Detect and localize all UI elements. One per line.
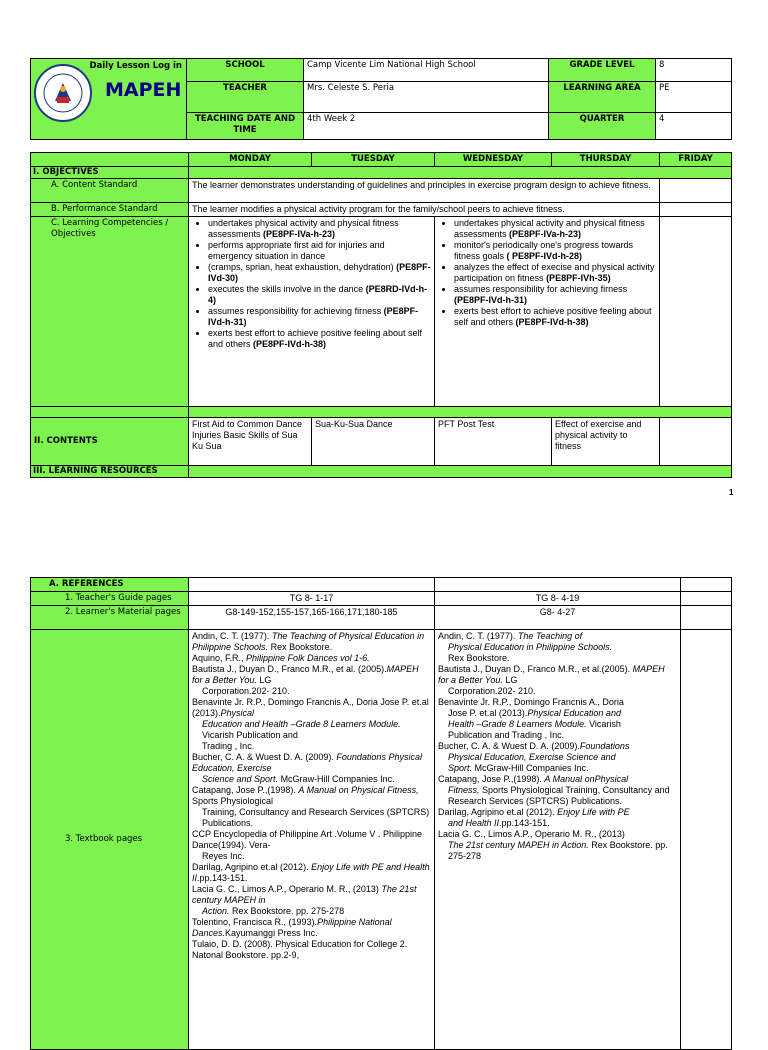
right-competency-item — [454, 218, 656, 240]
day-tuesday: TUESDAY — [312, 153, 435, 167]
competency-text: undertakes physical activity and physical fitness assessments — [208, 218, 399, 239]
tb-label: 3. Textbook pages — [31, 630, 189, 1050]
competency-code: (PE8PF-IVd-h-38) — [515, 317, 589, 327]
competency-text: exerts best effort to achieve positive feeling about self and others — [208, 328, 422, 349]
day-thursday: THURSDAY — [552, 153, 660, 167]
day-friday: FRIDAY — [660, 153, 732, 167]
competency-text: executes the skills involve in the dance — [208, 284, 366, 294]
right-competency-item — [454, 240, 656, 262]
objectives-heading: I. OBJECTIVES — [31, 167, 189, 179]
competency-code: (PE8PF-IVd-h-31) — [208, 306, 419, 327]
right-competency-item — [454, 262, 656, 284]
competency-text: performs appropriate first aid for injuries and emergency situation in dance — [208, 240, 385, 261]
references-heading: A. REFERENCES — [31, 578, 189, 592]
textbook-refs-left: Andin, C. T. (1977). The Teaching of Physical Education in Philippine Schools. Rex Bookstore. Aquino, F.R., Philippine Folk Dances vol 1-6. Bautista J., Duyan D., Franco M.R., et al. (2005).MAPEH for a Better You. LG Corporation.202- 210. Benavinte Jr. R.P., Domingo Francnis A., Doria Jose P. et.al (2013).Physical Education and Health –Grade 8 Learners Module. Vicarish Publication and Trading , Inc. Bucher, C. A. & Wuest D. A. (2009). Foundations Physical Education, Exercise Science and Sport. McGraw-Hill Companies Inc. Catapang, Jose P.,(1998). A Manual on Physical Fitness, Sports Physiological Training, Consultancy and Research Services (SPTCRS) Publications. CCP Encyclopedia of Philippine Art .Volume V . Philippine Dance(1994). Vera- Reyes Inc. Darilag, Agripino et.al (2012). Enjoy Life with PE and Health II.pp.143-151. Lacia G. C., Limos A.P., Operario M. R., (2013) The 21st century MAPEH in Action. Rex Bookstore. pp. 275-278 Tolentino, Francisca R., (1993).Philippine National Dances.Kayumanggi Press Inc. Tulaio, D. D. (2008). Physical Education for College 2. Natonal Bookstore. pp.2-9, — [189, 630, 435, 1050]
grade-label: GRADE LEVEL — [549, 59, 656, 82]
date-label: TEACHING DATE AND TIME — [187, 112, 304, 139]
lm-label: 2. Learner's Material pages — [31, 606, 189, 630]
date-value: 4th Week 2 — [304, 112, 549, 139]
tg-right: TG 8- 4-19 — [435, 592, 681, 606]
competency-text: assumes responsibility for achieving firness — [208, 306, 384, 316]
left-competency-item — [208, 306, 431, 328]
references-table — [30, 577, 732, 1050]
left-competency-item — [208, 262, 431, 284]
resources-heading: III. LEARNING RESOURCES — [31, 466, 189, 478]
day-wednesday: WEDNESDAY — [435, 153, 552, 167]
competency-text: (cramps, sprian, heat exhaustion, dehydration) — [208, 262, 397, 272]
competency-text: exerts best effort to achieve positive feeling about self and others — [454, 306, 652, 327]
lm-right: G8- 4-27 — [435, 606, 681, 630]
competency-code: (PE8RD-IVd-h-4) — [208, 284, 428, 305]
competency-code: (PE8PF-IVa-h-23) — [263, 229, 336, 239]
tg-left: TG 8- 1-17 — [189, 592, 435, 606]
competency-code: (PE8PF-IVa-h-23) — [509, 229, 582, 239]
competency-text: undertakes physical activity and physical fitness assessments — [454, 218, 645, 239]
lm-left: G8-149-152,155-157,165-166,171,180-185 — [189, 606, 435, 630]
competency-text: analyzes the effect of execise and physical activity participation on fitness — [454, 262, 655, 283]
competency-text: monitor's periodically one's progress towards fitness goals — [454, 240, 634, 261]
deped-seal-icon — [33, 63, 93, 123]
competency-code: ( PE8PF-IVd-h-28) — [506, 251, 583, 261]
grade-value: 8 — [656, 59, 732, 82]
teacher-value: Mrs. Celeste S. Peria — [304, 82, 549, 112]
contents-monday: First Aid to Common Dance Injuries Basic Skills of Sua Ku Sua — [189, 418, 312, 466]
daily-log-title: Daily Lesson Log in — [89, 61, 182, 71]
area-label: LEARNING AREA — [549, 82, 656, 112]
competency-code: (PE8PF-IVd-30) — [208, 262, 431, 283]
subject-title: MAPEH — [105, 79, 182, 101]
day-monday: MONDAY — [189, 153, 312, 167]
contents-wednesday: PFT Post Test — [435, 418, 552, 466]
school-label: SCHOOL — [187, 59, 304, 82]
left-competency-item — [208, 284, 431, 306]
performance-standard-label: B. Performance Standard — [31, 203, 189, 217]
competency-code: (PE8PF-IVd-h-31) — [454, 295, 528, 305]
left-competency-item — [208, 240, 431, 262]
header-table — [30, 58, 732, 140]
page-number: 1 — [729, 488, 734, 497]
objectives-table — [30, 152, 732, 478]
competencies-left — [189, 217, 435, 407]
competency-code: (PE8PF-IVd-h-38) — [253, 339, 327, 349]
textbook-refs-right: Andin, C. T. (1977). The Teaching of Physical Education in Philippine Schools. Rex Bookstore. Bautista J., Duyan D., Franco M.R., et al.(2005). MAPEH for a Better You. LG Corporation.202- 210. Benavinte Jr. R.P., Domingo Francnis A., Doria Jose P. et.al (2013).Physical Education and Health –Grade 8 Learners Module. Vicarish Publication and Trading , Inc. Bucher, C. A. & Wuest D. A. (2009).Foundations Physical Education, Exercise Science and Sport. McGraw-Hill Companies Inc. Catapang, Jose P.,(1998). A Manual onPhysical Fitness, Sports Physiological Training, Consultancy and Research Services (SPTCRS) Publications. Darilag, Agripino et.al (2012). Enjoy Life with PE and Health II.pp.143-151. Lacia G. C., Limos A.P., Operario M. R., (2013) The 21st century MAPEH in Action. Rex Bookstore. pp. 275-278 — [435, 630, 681, 1050]
title-block — [31, 59, 187, 140]
contents-tuesday: Sua-Ku-Sua Dance — [312, 418, 435, 466]
competency-code: (PE8PF-IVh-35) — [546, 273, 611, 283]
left-competency-item — [208, 328, 431, 350]
left-competency-item — [208, 218, 431, 240]
content-standard-text: The learner demonstrates understanding of guidelines and principles in exercise program design to achieve fitness. — [189, 179, 660, 203]
performance-standard-text: The learner modifies a physical activity program for the family/school peers to achieve fitness. — [189, 203, 660, 217]
competencies-right — [435, 217, 660, 407]
competency-text: assumes responsibility for achieving firness — [454, 284, 628, 294]
teacher-label: TEACHER — [187, 82, 304, 112]
tg-label: 1. Teacher's Guide pages — [31, 592, 189, 606]
area-value: PE — [656, 82, 732, 112]
school-value: Camp Vicente Lim National High School — [304, 59, 549, 82]
right-competency-item — [454, 284, 656, 306]
quarter-label: QUARTER — [549, 112, 656, 139]
competencies-label: C. Learning Competencies / Objectives — [31, 217, 189, 407]
right-competency-item — [454, 306, 656, 328]
contents-heading: II. CONTENTS — [31, 418, 189, 466]
corner-cell — [31, 153, 189, 167]
content-standard-label: A. Content Standard — [31, 179, 189, 203]
quarter-value: 4 — [656, 112, 732, 139]
contents-thursday: Effect of exercise and physical activity to fitness — [552, 418, 660, 466]
